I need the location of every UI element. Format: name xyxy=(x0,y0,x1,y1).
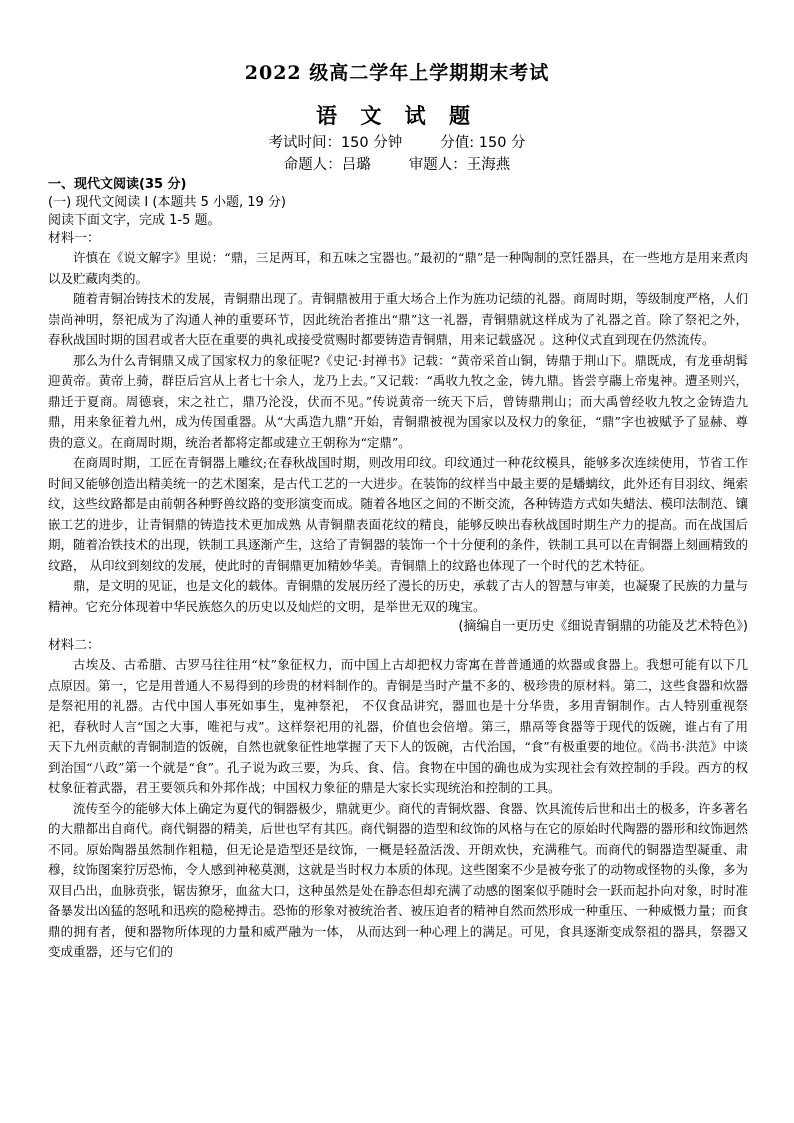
exam-time: 考试时间：150 分钟 xyxy=(268,135,403,151)
material-2-label: 材料二： xyxy=(48,638,101,653)
exam-body xyxy=(48,176,748,963)
material-1-paragraph: 那么为什么青铜鼎又成了国家权力的象征呢?《史记·封禅书》记载：“黄帝采首山铜，铸鼎于荆山下。鼎既成，有龙垂胡髯迎黄帝。黄帝上骑，群臣后宫从上者七十余人，龙乃上去。”又记载：“禹收九牧之金，铸九鼎。皆尝亨鬺上帝鬼神。遭圣则兴，鼎迁于夏商。周德衰，宋之社亡，鼎乃沦没，伏而不见。”传说黄帝一统天下后，曾铸鼎荆山；而大禹曾经收九牧之金铸造九鼎，用来象征着九州，成为传国重器。从“大禹造九鼎”开始，青铜鼎被视为国家以及权力的象征，“鼎”字也被赋予了显赫、尊贵的意义。在商周时期，统治者都将定都或建立王朝称为“定鼎”。 xyxy=(48,352,748,450)
material-1-paragraph: 许慎在《说文解字》里说：“鼎，三足两耳，和五味之宝器也。”最初的“鼎”是一种陶制的烹饪器具，在一些地方是用来煮肉以及贮藏肉类的。 xyxy=(48,250,748,286)
material-1-paragraph: 鼎，是文明的见证，也是文化的载体。青铜鼎的发展历经了漫长的历史，承载了古人的智慧与审美，也凝聚了民族的力量与精神。它充分体现着中华民族悠久的历史以及灿烂的文明，是举世无双的瑰宝。 xyxy=(48,578,749,614)
exam-title: 2022 级高二学年上学期期末考试 xyxy=(244,62,550,84)
material-1-label: 材料一： xyxy=(48,231,101,246)
exam-info-line xyxy=(0,131,794,152)
material-1-paragraph: 随着青铜冶铸技术的发展，青铜鼎出现了。青铜鼎被用于重大场合上作为旌功记绩的礼器。商周时期，等级制度严格，人们崇尚神明，祭祀成为了沟通人神的重要环节，因此统治者推出“鼎”这一礼器，青铜鼎就这样成为了礼器之首。除了祭祀之外，春秋战国时期的国君或者大臣在重要的典礼或接受赏赐时都要铸造青铜鼎，用来记载盛况 。这种仪式直到现在仍然流传。 xyxy=(48,291,749,347)
exam-score: 分值: 150 分 xyxy=(440,135,526,151)
sub-section-heading: (一) 现代文阅读 I (本题共 5 小题, 19 分) xyxy=(48,195,286,210)
material-2-paragraph: 流传至今的能够大体上确定为夏代的铜器极少，鼎就更少。商代的青铜炊器、食器、饮具流传后世和出土的极多，许多著名的大鼎都出自商代。商代铜器的精美，后世也罕有其匹。商代铜器的造型和纹饰的风格与在它的原始时代陶器的器形和纹饰迥然不同。原始陶器虽然制作粗糙，但无论是造型还是纹饰，一概是轻盈活泼、开朗欢快，充满稚气。而商代的铜器造型凝重、肃穆，纹饰图案狞厉恐怖，令人感到神秘莫测，这就是当时权力本质的体现。这些图案不少是被夸张了的动物或怪物的头像，多为双目凸出，血脉贲张，锯齿獠牙，血盆大口，这种虽然是处在静态但却充满了动感的图案似乎随时会一跃而起扑向对象，时时准备暴发出凶猛的怒吼和迅疾的隐秘搏击。恐怖的形象对被统治者、被压迫者的精神自然而然形成一种重压、一种威慑力量；而食鼎的拥有者，便和器物所体现的力量和威严融为一体， 从而达到一种心理上的满足。可见，食具逐渐变成祭祖的器具，祭器又变成重器，还与它们的 xyxy=(48,800,749,959)
question-setter: 命题人：吕璐 xyxy=(283,157,371,173)
section-heading: 一、现代文阅读(35 分) xyxy=(48,177,187,192)
material-2-paragraph: 古埃及、古希腊、古罗马往往用“杖”象征权力，而中国上古却把权力寄寓在普普通通的炊器或食器上。我想可能有以下几点原因。第一，它是用普通人不易得到的珍贵的材料制作的。青铜是当时产量不多的、极珍贵的原材料。第二，这些食器和炊器是祭祀用的礼器。古代中国人事死如事生，鬼神祭祀， 不仅食品讲究，器皿也是十分华贵，多用青铜制作。古人特别重视祭祀，春秋时人言“国之大事，唯祀与戎”。这样祭祀用的礼器，价值也会倍增。第三，鼎鬲等食器等于现代的饭碗，谁占有了用天下九州贡献的青铜制造的饭碗，自然也就象征性地掌握了天下人的饭碗，古代治国，“食”有极重要的地位。《尚书·洪范》中谈到治国“八政”第一个就是“食”。孔子说为政三要，为兵、食、信。食物在中国的确也成为实现社会有效控制的手段。西方的权杖象征着武器，君王要领兵和外邦作战；中国权力象征的鼎是大家长实现统治和控制的工具。 xyxy=(48,657,749,795)
exam-subject-title: 语 文 试 题 xyxy=(316,103,478,128)
question-reviewer: 审题人：王海燕 xyxy=(408,157,511,173)
material-1-paragraph: 在商周时期，工匠在青铜器上雕纹;在春秋战国时期，则改用印纹。印纹通过一种花纹模具，能够多次连续使用，节省工作时间又能够创造出精美统一的艺术图案，是古代工艺的一大进步。在装饰的纹样当中最主要的是蟠螭纹，此外还有目羽纹、绳索纹，这些纹路都是由前朝各种野兽纹路的变形演变而成。随着各地区之间的不断交流，各种铸造方式如失蜡法、模印法制范、镶嵌工艺的进步，让青铜鼎的铸造技术更加成熟 从青铜鼎表面花纹的精良，能够反映出春秋战国时期生产力的提高。而在战国后期，随着冶铁技术的出现，铁制工具逐渐产生，这给了青铜器的装饰一个十分便利的条件，铁制工具可以在青铜器上刻画精致的纹路， 从印纹到刻纹的发展，使此时的青铜鼎更加精妙华美。青铜鼎上的纹路也体现了一个时代的艺术特征。 xyxy=(48,455,749,573)
exam-staff-line xyxy=(0,153,794,174)
material-1-source: (摘编自一更历史《细说青铜鼎的功能及艺术特色》) xyxy=(458,619,748,634)
reading-instruction: 阅读下面文字，完成 1-5 题。 xyxy=(48,213,221,228)
